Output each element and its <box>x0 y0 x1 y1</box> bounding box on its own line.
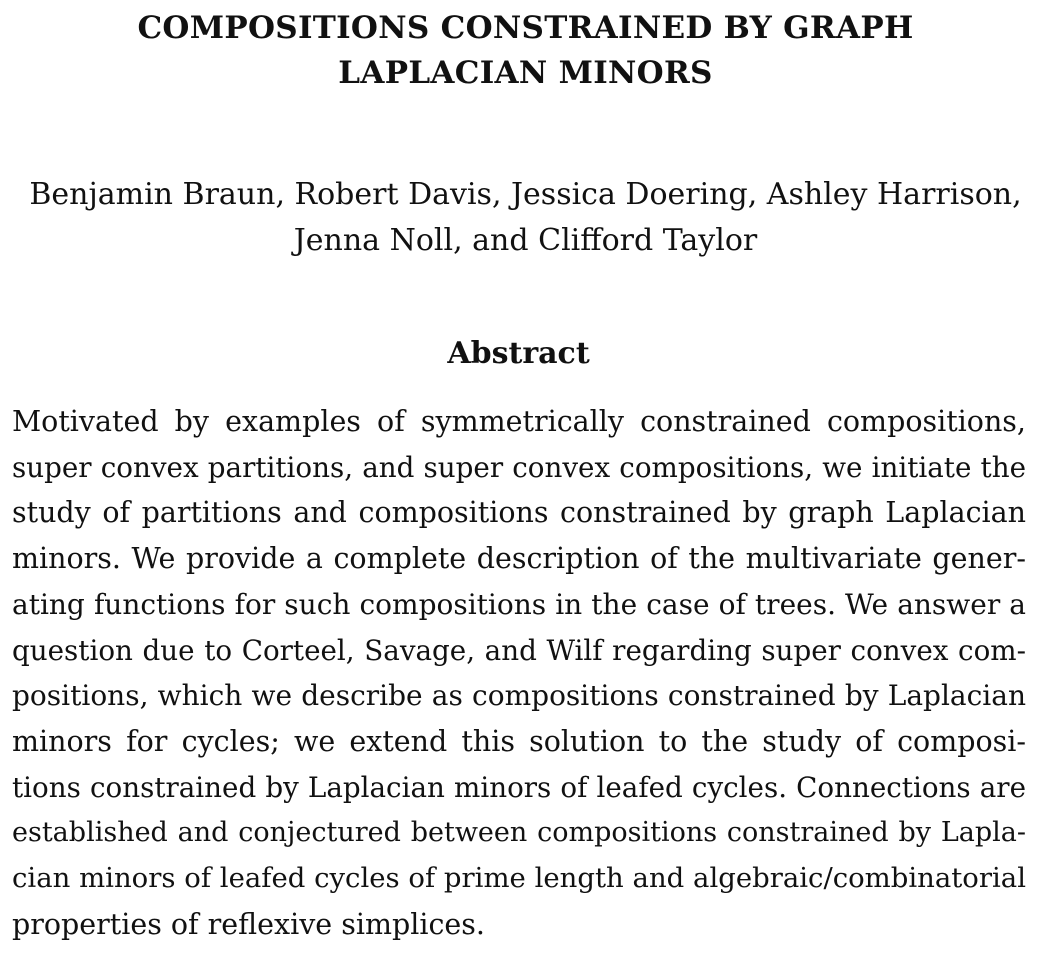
title-line-2: LAPLACIAN MINORS <box>338 55 713 91</box>
abstract-line: minors. We provide a complete description of the multivariate gener- <box>12 542 1026 576</box>
abstract-line: question due to Corteel, Savage, and Wilf regarding super convex com- <box>12 633 1026 667</box>
abstract-line: super convex partitions, and super convex compositions, we initiate the <box>12 450 1026 484</box>
abstract-line: cian minors of leafed cycles of prime length and algebraic/combinatorial <box>12 862 1026 895</box>
title-line-1: COMPOSITIONS CONSTRAINED BY GRAPH <box>137 10 914 46</box>
author-list <box>20 172 1031 264</box>
abstract-line: tions constrained by Laplacian minors of leafed cycles. Connections are <box>12 770 1026 804</box>
abstract-line: properties of reflexive simplices. <box>12 907 485 941</box>
author-line-2: Jenna Noll, and Clifford Taylor <box>293 223 758 258</box>
abstract-heading: Abstract <box>447 336 590 371</box>
paper-title <box>40 6 1011 96</box>
abstract-line: ating functions for such compositions in the case of trees. We answer a <box>12 587 1026 621</box>
abstract-line: positions, which we describe as compositions constrained by Laplacian <box>12 679 1026 713</box>
author-line-1: Benjamin Braun, Robert Davis, Jessica Doering, Ashley Harrison, <box>29 177 1022 212</box>
abstract-line: established and conjectured between compositions constrained by Lapla- <box>12 817 1026 849</box>
abstract-line: minors for cycles; we extend this solution to the study of composi- <box>12 724 1026 758</box>
abstract-line: study of partitions and compositions constrained by graph Laplacian <box>12 496 1026 530</box>
abstract-body <box>12 399 1026 947</box>
abstract-line: Motivated by examples of symmetrically constrained compositions, <box>12 405 1026 438</box>
